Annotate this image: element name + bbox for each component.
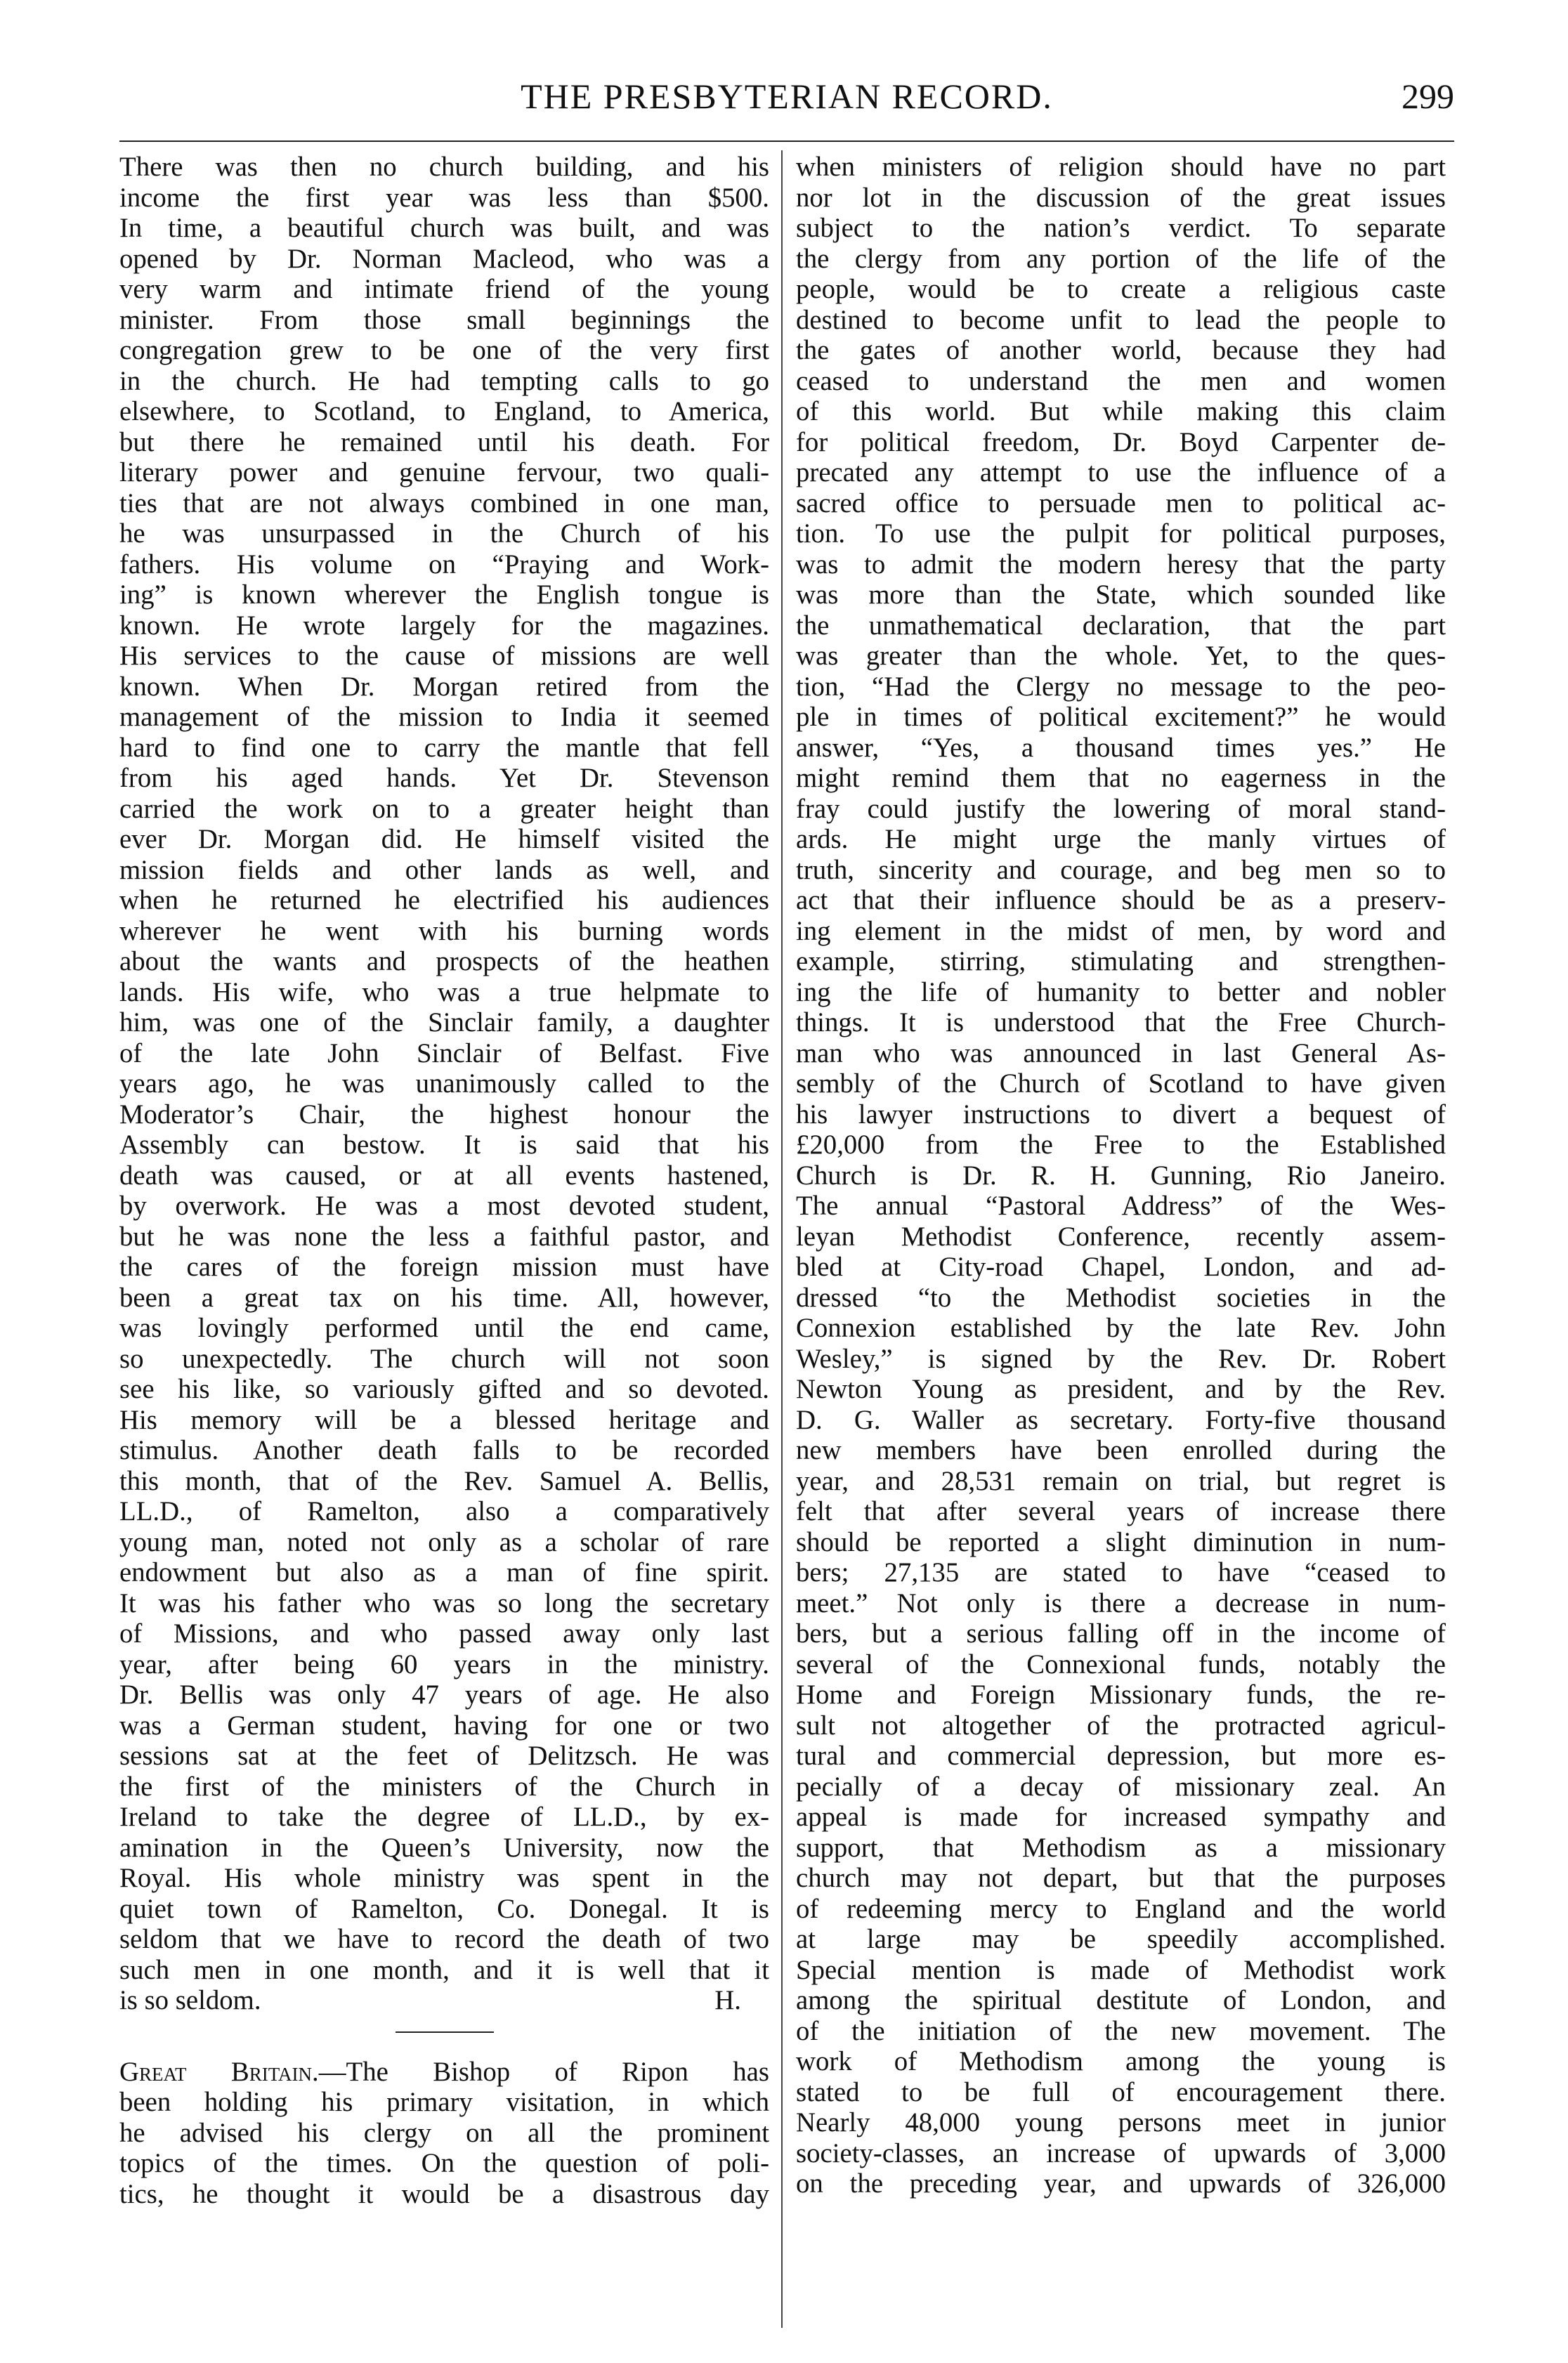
text-line: years ago, he was unanimously called to the (119, 1068, 769, 1099)
left-column (119, 152, 769, 2209)
text-line: the cares of the foreign mission must have (119, 1252, 769, 1282)
right-column-text (796, 152, 1446, 2199)
text-line: was a German student, having for one or two (119, 1710, 769, 1741)
text-line: ing the life of humanity to better and nobler (796, 976, 1446, 1007)
text-line: ceased to understand the men and women (796, 365, 1446, 396)
text-line: ing” is known wherever the English tongue is (119, 580, 769, 610)
text-line: topics of the times. On the question of poli- (119, 2148, 769, 2178)
text-line: of Missions, and who passed away only last (119, 1618, 769, 1649)
text-line: £20,000 from the Free to the Established (796, 1130, 1446, 1160)
text-line: stated to be full of encouragement there. (796, 2076, 1446, 2107)
section-first-line-text: —The Bishop of Ripon has (318, 2056, 769, 2087)
text-line: the first of the ministers of the Church in (119, 1771, 769, 1802)
text-line: things. It is understood that the Free Church- (796, 1007, 1446, 1038)
text-line: might remind them that no eagerness in the (796, 763, 1446, 793)
text-line: leyan Methodist Conference, recently assem- (796, 1221, 1446, 1252)
text-line: Moderator’s Chair, the highest honour the (119, 1099, 769, 1130)
text-line: Royal. His whole ministry was spent in the (119, 1863, 769, 1893)
text-line: destined to become unfit to lead the people to (796, 304, 1446, 335)
text-line: bers, but a serious falling off in the income of (796, 1618, 1446, 1649)
text-line: Wesley,” is signed by the Rev. Dr. Robert (796, 1343, 1446, 1374)
text-line: act that their influence should be as a preserv- (796, 885, 1446, 915)
text-line: death was caused, or at all events hastened, (119, 1160, 769, 1191)
text-line: known. He wrote largely for the magazines. (119, 610, 769, 641)
text-line: congregation grew to be one of the very first (119, 335, 769, 365)
header-rule (119, 140, 1454, 142)
text-line: Newton Young as president, and by the Rev. (796, 1374, 1446, 1404)
text-line: stimulus. Another death falls to be recorded (119, 1435, 769, 1465)
text-line: management of the mission to India it seemed (119, 702, 769, 732)
text-line: tion, “Had the Clergy no message to the peo- (796, 671, 1446, 702)
text-line: see his like, so variously gifted and so devoted. (119, 1374, 769, 1404)
text-line: Special mention is made of Methodist work (796, 1954, 1446, 1985)
obituary-closing-text: is so seldom. (119, 1985, 261, 2015)
text-line: ever Dr. Morgan did. He himself visited the (119, 824, 769, 854)
text-line: fathers. His volume on “Praying and Work- (119, 549, 769, 580)
text-line: precated any attempt to use the influence of a (796, 457, 1446, 487)
text-line: lands. His wife, who was a true helpmate to (119, 976, 769, 1007)
text-line: but he was none the less a faithful pastor, and (119, 1221, 769, 1252)
text-line: from his aged hands. Yet Dr. Stevenson (119, 763, 769, 793)
text-line: His memory will be a blessed heritage and (119, 1404, 769, 1435)
text-line: the gates of another world, because they had (796, 335, 1446, 365)
text-line: D. G. Waller as secretary. Forty-five thousand (796, 1404, 1446, 1435)
text-line: carried the work on to a greater height than (119, 793, 769, 824)
text-line: ties that are not always combined in one man, (119, 487, 769, 518)
text-line: of this world. But while making this claim (796, 396, 1446, 426)
text-line: but there he remained until his death. For (119, 426, 769, 457)
text-line: was lovingly performed until the end came, (119, 1313, 769, 1343)
text-line: was to admit the modern heresy that the party (796, 549, 1446, 580)
text-line: new members have been enrolled during the (796, 1435, 1446, 1465)
text-line: people, would be to create a religious caste (796, 274, 1446, 304)
text-line: minister. From those small beginnings the (119, 304, 769, 335)
page-number: 299 (1402, 77, 1454, 116)
running-header (119, 76, 1454, 125)
text-line: subject to the nation’s verdict. To separate (796, 213, 1446, 243)
text-line: of redeeming mercy to England and the world (796, 1893, 1446, 1924)
text-line: very warm and intimate friend of the young (119, 274, 769, 304)
right-column (796, 152, 1446, 2199)
text-line: known. When Dr. Morgan retired from the (119, 671, 769, 702)
text-line: sacred office to persuade men to political ac- (796, 487, 1446, 518)
text-line: bers; 27,135 are stated to have “ceased to (796, 1557, 1446, 1588)
text-line: him, was one of the Sinclair family, a daughter (119, 1007, 769, 1038)
text-line: In time, a beautiful church was built, and was (119, 213, 769, 243)
text-line: when he returned he electrified his audiences (119, 885, 769, 915)
text-line: church may not depart, but that the purposes (796, 1863, 1446, 1893)
text-line: truth, sincerity and courage, and beg men so to (796, 854, 1446, 885)
text-line: ple in times of political excitement?” he would (796, 702, 1446, 732)
text-line: work of Methodism among the young is (796, 2046, 1446, 2076)
text-line: Nearly 48,000 young persons meet in junior (796, 2107, 1446, 2138)
text-line: ing element in the midst of men, by word and (796, 915, 1446, 946)
author-signature: H. (714, 1985, 741, 2015)
text-line: been holding his primary visitation, in which (119, 2087, 769, 2117)
text-line: elsewhere, to Scotland, to England, to America, (119, 396, 769, 426)
text-line: bled at City-road Chapel, London, and ad- (796, 1252, 1446, 1282)
text-line: Dr. Bellis was only 47 years of age. He also (119, 1680, 769, 1710)
column-divider (781, 150, 783, 2328)
text-line: by overwork. He was a most devoted student, (119, 1191, 769, 1221)
text-line: hard to find one to carry the mantle that fell (119, 732, 769, 763)
text-line: fray could justify the lowering of moral stand- (796, 793, 1446, 824)
text-line: dressed “to the Methodist societies in the (796, 1282, 1446, 1313)
text-line: quiet town of Ramelton, Co. Donegal. It is (119, 1893, 769, 1924)
text-line: the unmathematical declaration, that the part (796, 610, 1446, 641)
text-line: his lawyer instructions to divert a bequest of (796, 1099, 1446, 1130)
text-line: on the preceding year, and upwards of 326,000 (796, 2168, 1446, 2199)
text-line: man who was announced in last General As- (796, 1038, 1446, 1068)
text-line: appeal is made for increased sympathy and (796, 1802, 1446, 1832)
text-line: such men in one month, and it is well that it (119, 1954, 769, 1985)
section-separator-rule (396, 2031, 494, 2033)
text-line: the clergy from any portion of the life of the (796, 243, 1446, 274)
text-line: literary power and genuine fervour, two quali- (119, 457, 769, 487)
text-line: mission fields and other lands as well, and (119, 854, 769, 885)
text-line: for political freedom, Dr. Boyd Carpenter de- (796, 426, 1446, 457)
text-line: nor lot in the discussion of the great issues (796, 182, 1446, 213)
text-line: His services to the cause of missions are well (119, 641, 769, 671)
text-line: amination in the Queen’s University, now the (119, 1832, 769, 1863)
text-line: answer, “Yes, a thousand times yes.” He (796, 732, 1446, 763)
left-column-text (119, 152, 769, 1985)
text-line: this month, that of the Rev. Samuel A. Bellis, (119, 1465, 769, 1496)
text-line: among the spiritual destitute of London, and (796, 1985, 1446, 2015)
text-line: so unexpectedly. The church will not soon (119, 1343, 769, 1374)
text-line: endowment but also as a man of fine spirit. (119, 1557, 769, 1588)
text-line: pecially of a decay of missionary zeal. An (796, 1771, 1446, 1802)
text-line: income the first year was less than $500. (119, 182, 769, 213)
text-line: society-classes, an increase of upwards of 3,000 (796, 2138, 1446, 2168)
text-line: It was his father who was so long the secretary (119, 1588, 769, 1618)
text-line: young man, noted not only as a scholar of rare (119, 1526, 769, 1557)
text-line: sult not altogether of the protracted agricul- (796, 1710, 1446, 1741)
text-line: wherever he went with his burning words (119, 915, 769, 946)
text-line: ards. He might urge the manly virtues of (796, 824, 1446, 854)
text-line: Assembly can bestow. It is said that his (119, 1130, 769, 1160)
text-line: Church is Dr. R. H. Gunning, Rio Janeiro. (796, 1160, 1446, 1191)
text-line: opened by Dr. Norman Macleod, who was a (119, 243, 769, 274)
text-line: several of the Connexional funds, notably the (796, 1649, 1446, 1680)
text-line: year, after being 60 years in the ministry. (119, 1649, 769, 1680)
text-line: when ministers of religion should have no part (796, 152, 1446, 182)
text-line: of the initiation of the new movement. The (796, 2015, 1446, 2046)
text-line: was greater than the whole. Yet, to the ques- (796, 641, 1446, 671)
text-line: sembly of the Church of Scotland to have given (796, 1068, 1446, 1099)
section-heading: Great Britain. (119, 2056, 319, 2087)
text-line: meet.” Not only is there a decrease in num- (796, 1588, 1446, 1618)
text-line: was more than the State, which sounded like (796, 580, 1446, 610)
text-line: tics, he thought it would be a disastrous day (119, 2178, 769, 2209)
text-line: The annual “Pastoral Address” of the Wes- (796, 1191, 1446, 1221)
text-line: in the church. He had tempting calls to go (119, 365, 769, 396)
text-line: support, that Methodism as a missionary (796, 1832, 1446, 1863)
text-line: sessions sat at the feet of Delitzsch. He was (119, 1741, 769, 1771)
text-line: he advised his clergy on all the prominent (119, 2117, 769, 2148)
text-line: should be reported a slight diminution in num- (796, 1526, 1446, 1557)
text-line: year, and 28,531 remain on trial, but regret is (796, 1465, 1446, 1496)
text-line: tion. To use the pulpit for political purposes, (796, 518, 1446, 549)
text-line: of the late John Sinclair of Belfast. Five (119, 1038, 769, 1068)
text-line: Connexion established by the late Rev. John (796, 1313, 1446, 1343)
text-line: Ireland to take the degree of LL.D., by ex- (119, 1802, 769, 1832)
text-line: There was then no church building, and his (119, 152, 769, 182)
text-line: tural and commercial depression, but more es- (796, 1741, 1446, 1771)
text-line: example, stirring, stimulating and strengthen- (796, 946, 1446, 976)
obituary-closing-line (119, 1985, 769, 2016)
text-line: LL.D., of Ramelton, also a comparatively (119, 1496, 769, 1526)
text-line: at large may be speedily accomplished. (796, 1924, 1446, 1954)
text-line: Home and Foreign Missionary funds, the re- (796, 1680, 1446, 1710)
text-line: been a great tax on his time. All, however, (119, 1282, 769, 1313)
text-line: he was unsurpassed in the Church of his (119, 518, 769, 549)
text-line: about the wants and prospects of the heathen (119, 946, 769, 976)
text-line: seldom that we have to record the death of two (119, 1924, 769, 1954)
journal-title: THE PRESBYTERIAN RECORD. (521, 77, 1053, 116)
text-line: felt that after several years of increase there (796, 1496, 1446, 1526)
section-text (119, 2087, 769, 2209)
section-first-line (119, 2057, 769, 2088)
